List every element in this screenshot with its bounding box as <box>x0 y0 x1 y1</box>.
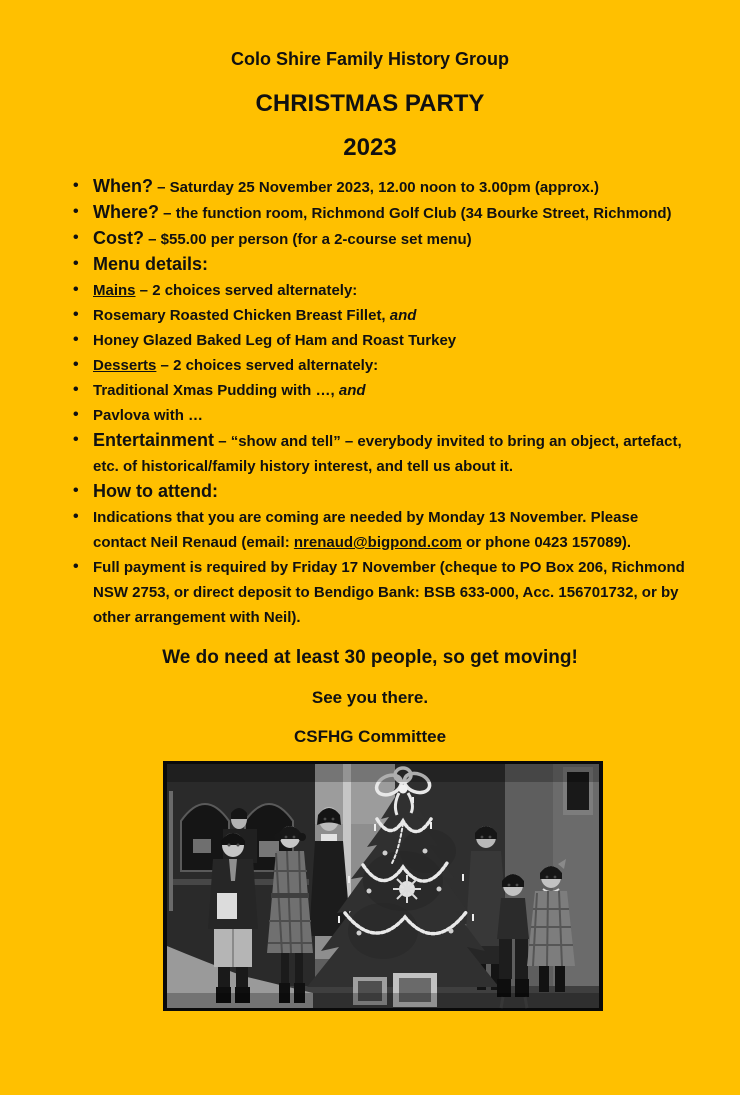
bullet-item <box>93 226 715 252</box>
bullet-text-lead: Menu details: <box>93 254 209 274</box>
event-title: CHRISTMAS PARTY <box>255 90 485 117</box>
bullet-text-lead: Cost? <box>93 228 144 248</box>
bullet-text-normal: – 2 choices served alternately: <box>156 357 379 374</box>
bullet-text-lead: How to attend: <box>93 481 218 501</box>
closing-section <box>0 646 740 748</box>
bullet-item <box>93 555 715 630</box>
bullet-text-normal: Pavlova with … <box>93 407 204 424</box>
bullet-text-normal: – Saturday 25 November 2023, 12.00 noon to 3.00pm (approx.) <box>153 179 599 196</box>
bullet-text-normal: – “show and tell” – everybody invited to bring an object, artefact, <box>214 433 682 450</box>
bullet-text-normal: – the function room, Richmond Golf Club (34 Bourke Street, Richmond) <box>159 205 672 222</box>
bullet-text-lead: When? <box>93 176 153 196</box>
bullet-text-normal: – 2 choices served alternately: <box>135 282 358 299</box>
closing-line-1: We do need at least 30 people, so get moving! <box>162 647 578 668</box>
bullet-item <box>93 403 715 428</box>
bullet-text-normal: contact Neil Renaud (email: <box>93 534 294 551</box>
bullet-text-normal: Indications that you are coming are needed by Monday 13 November. Please <box>93 509 639 526</box>
closing-line-2: See you there. <box>311 688 429 707</box>
bullet-item <box>93 479 715 505</box>
bullet-text-normal: etc. of historical/family history interest, and tell us about it. <box>93 458 514 475</box>
bullet-text-underline: Mains <box>93 282 136 299</box>
bullet-text-normal: other arrangement with Neil). <box>93 609 301 626</box>
bullet-text-lead: Entertainment <box>93 430 215 450</box>
bullet-item <box>93 200 715 226</box>
bullet-text-normal: Rosemary Roasted Chicken Breast Fillet, <box>93 307 390 324</box>
bullet-item <box>93 328 715 353</box>
bullet-item <box>93 174 715 200</box>
bullet-text-italic: and <box>389 307 417 324</box>
bullet-text-normal: Honey Glazed Baked Leg of Ham and Roast Turkey <box>93 332 457 349</box>
bullet-text-normal: Traditional Xmas Pudding with …, <box>93 382 339 399</box>
bullet-item <box>93 353 715 378</box>
bullet-text-normal: Full payment is required by Friday 17 November (cheque to PO Box 206, Richmond <box>93 559 685 576</box>
bullet-item <box>93 303 715 328</box>
bullet-text-lead: Where? <box>93 202 160 222</box>
bullet-text-normal: NSW 2753, or direct deposit to Bendigo Bank: BSB 633-000, Acc. 156701732, or by <box>93 584 679 601</box>
bullet-item <box>93 252 715 278</box>
vintage-photo-illustration <box>163 761 603 1011</box>
bullet-item <box>93 505 715 555</box>
closing-signature: CSFHG Committee <box>293 727 447 746</box>
vintage-christmas-photo <box>163 761 603 1011</box>
bullet-item <box>93 278 715 303</box>
organization-name: Colo Shire Family History Group <box>230 49 510 69</box>
bullet-text-normal: or phone 0423 157089). <box>461 534 632 551</box>
bullet-text-normal: – $55.00 per person (for a 2-course set menu) <box>144 231 472 248</box>
bullet-item <box>93 378 715 403</box>
christmas-party-flyer <box>0 48 740 1095</box>
bullet-text-underline: Desserts <box>93 357 157 374</box>
bullet-text-italic: and <box>338 382 366 399</box>
event-year: 2023 <box>343 134 397 161</box>
details-list <box>93 174 715 630</box>
email-link[interactable]: nrenaud@bigpond.com <box>293 534 462 551</box>
bullet-item <box>93 428 715 479</box>
